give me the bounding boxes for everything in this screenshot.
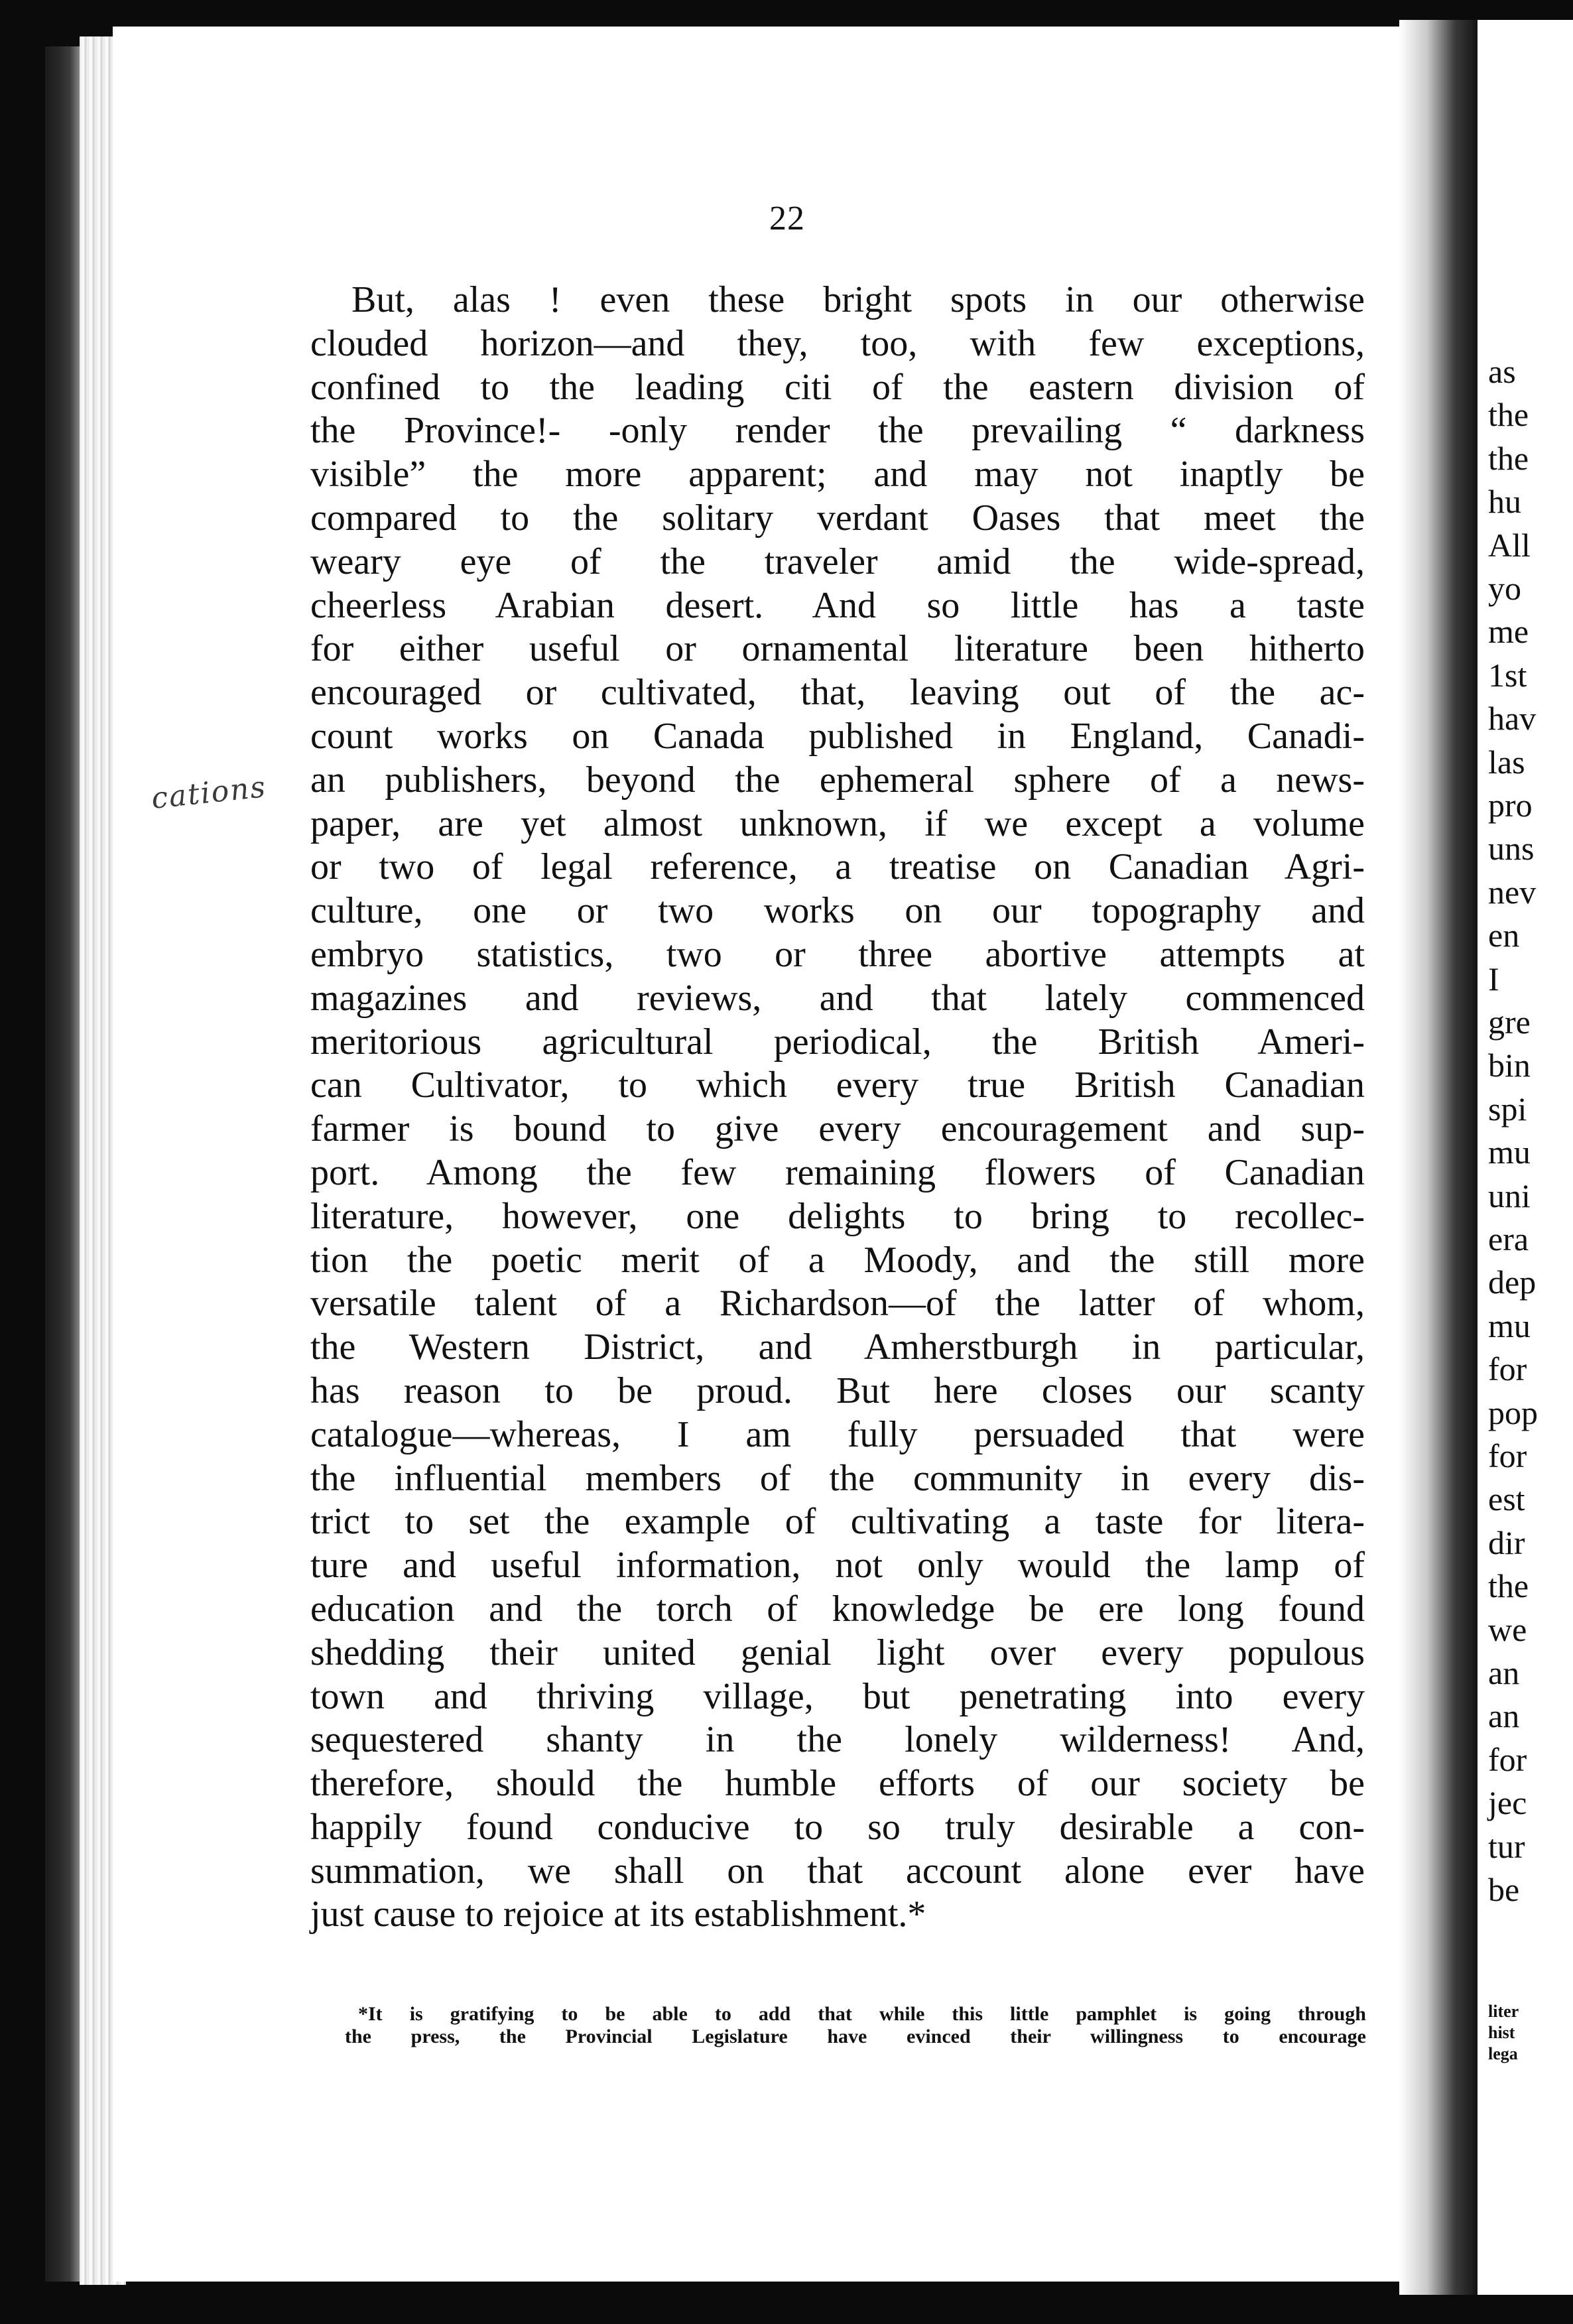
text-line: compared to the solitary verdant Oases that meet the (310, 497, 1365, 539)
text-line: magazines and reviews, and that lately commenced (310, 977, 1365, 1019)
footnote-line: the press, the Provincial Legislature have evinced their willingness to encourage (345, 2026, 1366, 2047)
text-line: sequestered shanty in the lonely wilderness! And, (310, 1719, 1365, 1761)
facing-page-word: be (1488, 1871, 1520, 1908)
text-line: town and thriving village, but penetrating into every (310, 1675, 1365, 1717)
facing-page-footnote-word: liter (1488, 2002, 1519, 2021)
facing-page-word: bin (1488, 1047, 1531, 1084)
handwritten-marginal-note: cations (149, 770, 269, 816)
facing-page-word: est (1488, 1480, 1525, 1518)
text-line: tion the poetic merit of a Moody, and the still more (310, 1239, 1365, 1281)
facing-page-word: an (1488, 1654, 1520, 1691)
facing-page-word: the (1488, 439, 1529, 477)
footnote-line: *It is gratifying to be able to add that while this little pamphlet is going through (358, 2003, 1366, 2025)
text-line: port. Among the few remaining flowers of Canadian (310, 1151, 1365, 1193)
text-line: farmer is bound to give every encouragement and sup- (310, 1108, 1365, 1150)
text-line: summation, we shall on that account alone ever have (310, 1850, 1365, 1892)
facing-page-footnote-word: hist (1488, 2023, 1515, 2042)
facing-page-word: dir (1488, 1523, 1525, 1561)
text-line: just cause to rejoice at its establishment.* (310, 1894, 926, 1935)
text-line: or two of legal reference, a treatise on Canadian Agri- (310, 846, 1365, 888)
text-line: clouded horizon—and they, too, with few exceptions, (310, 322, 1365, 364)
text-line: has reason to be proud. But here closes our scanty (310, 1370, 1365, 1411)
text-line: the influential members of the community in every dis- (310, 1457, 1365, 1499)
text-line: shedding their united genial light over every populous (310, 1632, 1365, 1673)
text-line: catalogue—whereas, I am fully persuaded that were (310, 1413, 1365, 1455)
facing-page-word: me (1488, 613, 1529, 651)
facing-page-word: gre (1488, 1003, 1531, 1041)
facing-page-word: All (1488, 526, 1531, 564)
facing-page-word: uns (1488, 830, 1535, 868)
facing-page-word: nev (1488, 873, 1537, 911)
text-line: confined to the leading citi of the eastern division of (310, 366, 1365, 408)
text-line: education and the torch of knowledge be ere long found (310, 1588, 1365, 1630)
facing-page-word: for (1488, 1437, 1527, 1474)
text-line: weary eye of the traveler amid the wide-spread, (310, 541, 1365, 582)
facing-page-word: spi (1488, 1090, 1527, 1128)
facing-page-word: an (1488, 1697, 1520, 1735)
facing-page-word: mu (1488, 1133, 1531, 1171)
facing-page-word: the (1488, 396, 1529, 434)
facing-page-word: yo (1488, 570, 1521, 607)
facing-page-word: we (1488, 1610, 1527, 1648)
text-line: therefore, should the humble efforts of our society be (310, 1763, 1365, 1805)
facing-page-word: as (1488, 353, 1516, 390)
facing-page-fragment (1478, 20, 1573, 2295)
text-line: embryo statistics, two or three abortive attempts at (310, 933, 1365, 975)
text-line: for either useful or ornamental literature been hitherto (310, 628, 1365, 670)
text-line: ture and useful information, not only would the lamp of (310, 1545, 1365, 1586)
text-line: literature, however, one delights to bring to recollec- (310, 1195, 1365, 1237)
facing-page-word: dep (1488, 1263, 1537, 1301)
facing-page-word: 1st (1488, 656, 1527, 694)
text-line: culture, one or two works on our topography and (310, 890, 1365, 932)
facing-page-word: the (1488, 1567, 1529, 1605)
text-line: paper, are yet almost unknown, if we except a volume (310, 803, 1365, 844)
text-line: happily found conducive to so truly desirable a con- (310, 1806, 1365, 1848)
text-line: an publishers, beyond the ephemeral sphere of a news- (310, 759, 1365, 801)
facing-page-word: en (1488, 917, 1520, 954)
facing-page-word: pop (1488, 1393, 1538, 1431)
facing-page-word: las (1488, 743, 1525, 781)
text-line: count works on Canada published in England, Canadi- (310, 715, 1365, 757)
text-line: can Cultivator, to which every true British Canadian (310, 1065, 1365, 1106)
text-line: the Province!- -only render the prevailing “ darkness (310, 410, 1365, 452)
facing-page-word: I (1488, 960, 1499, 998)
facing-page-word: hu (1488, 483, 1521, 521)
body-text (310, 279, 1365, 1937)
facing-page-word: tur (1488, 1827, 1525, 1865)
text-line: the Western District, and Amherstburgh in particular, (310, 1326, 1365, 1368)
text-line: meritorious agricultural periodical, the British Ameri- (310, 1021, 1365, 1063)
facing-page-word: hav (1488, 700, 1537, 738)
facing-page-word: era (1488, 1220, 1529, 1258)
page-number: 22 (769, 200, 805, 237)
text-line: But, alas ! even these bright spots in our otherwise (351, 279, 1365, 320)
facing-page-word: mu (1488, 1307, 1531, 1344)
text-line: trict to set the example of cultivating a taste for litera- (310, 1501, 1365, 1543)
footnote (345, 2003, 1366, 2048)
facing-page-word: for (1488, 1740, 1527, 1778)
text-line: cheerless Arabian desert. And so little has a taste (310, 584, 1365, 626)
facing-page-footnote-word: lega (1488, 2044, 1518, 2063)
facing-page-word: uni (1488, 1177, 1531, 1214)
facing-page-word: pro (1488, 787, 1533, 824)
text-line: visible” the more apparent; and may not inaptly be (310, 454, 1365, 495)
book-gutter (1399, 20, 1479, 2295)
facing-page-word: jec (1488, 1784, 1527, 1822)
facing-page-word: for (1488, 1350, 1527, 1388)
text-line: encouraged or cultivated, that, leaving out of the ac- (310, 672, 1365, 714)
text-line: versatile talent of a Richardson—of the latter of whom, (310, 1283, 1365, 1324)
